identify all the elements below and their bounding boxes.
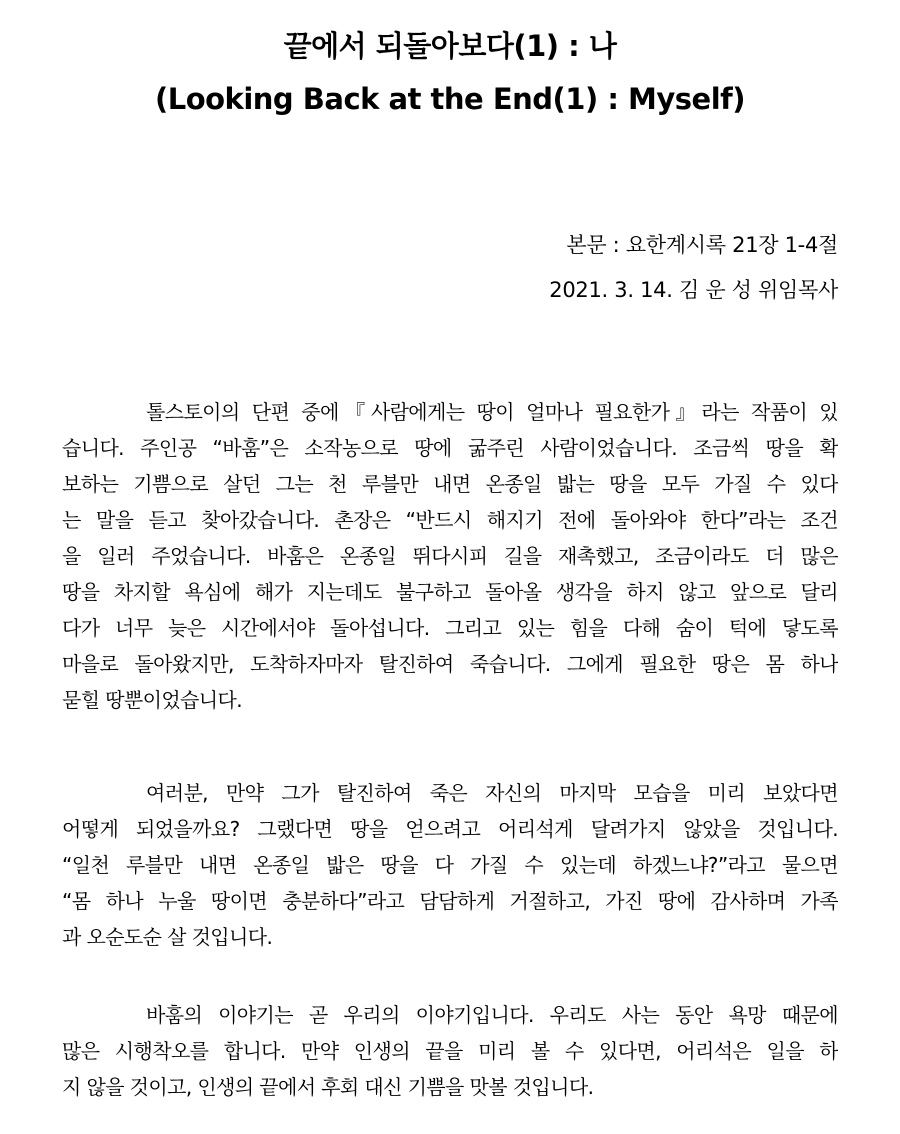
text-line: 습니다. 주인공 “바훔”은 소작농으로 땅에 굶주린 사람이었습니다. 조금씩 땅을 확 [62,436,838,460]
paragraph-2 [62,775,838,955]
text-line: 다가 너무 늦은 시간에서야 돌아섭니다. 그리고 있는 힘을 다해 숨이 턱에 닿도록 [62,616,838,640]
text-line: 마을로 돌아왔지만, 도착하자마자 탈진하여 죽습니다. 그에게 필요한 땅은 몸 하나 [62,652,838,676]
text-line: 과 오순도순 살 것입니다. [62,925,273,949]
text-line: 톨스토이의 단편 중에『사람에게는 땅이 얼마나 필요한가』라는 작품이 있 [146,400,838,424]
text-line: 어떻게 되었을까요? 그랬다면 땅을 얻으려고 어리석게 달려가지 않았을 것입니다. [62,817,838,841]
paragraph-1 [62,394,838,718]
text-line: “몸 하나 누울 땅이면 충분하다”라고 담담하게 거절하고, 가진 땅에 감사하며 가족 [62,889,838,913]
text-line: “일천 루블만 내면 온종일 밟은 땅을 다 가질 수 있는데 하겠느냐?”라고 물으면 [62,853,838,877]
paragraph-3 [62,997,838,1105]
title-english: (Looking Back at the End(1) : Myself) [154,82,746,116]
text-line: 을 일러 주었습니다. 바훔은 온종일 뛰다시피 길을 재촉했고, 조금이라도 더 많은 [62,544,838,568]
text-line: 땅을 차지할 욕심에 해가 지는데도 불구하고 돌아올 생각을 하지 않고 앞으로 달리 [62,580,838,604]
text-line: 묻힐 땅뿐이었습니다. [62,688,242,712]
title-korean: 끝에서 되돌아보다(1) : 나 [283,29,617,63]
scripture-reference: 본문 : 요한계시록 21장 1-4절 [566,233,838,257]
text-line: 보하는 기쁨으로 살던 그는 천 루블만 내면 온종일 밟는 땅을 모두 가질 수 있다 [62,472,838,496]
text-line: 여러분, 만약 그가 탈진하여 죽은 자신의 마지막 모습을 미리 보았다면 [146,781,838,805]
text-line: 바훔의 이야기는 곧 우리의 이야기입니다. 우리도 사는 동안 욕망 때문에 [146,1003,838,1027]
text-line: 많은 시행착오를 합니다. 만약 인생의 끝을 미리 볼 수 있다면, 어리석은 일을 하 [62,1039,838,1063]
date-and-author: 2021. 3. 14. 김 운 성 위임목사 [549,278,838,302]
text-line: 지 않을 것이고, 인생의 끝에서 후회 대신 기쁨을 맛볼 것입니다. [62,1075,594,1099]
text-line: 는 말을 듣고 찾아갔습니다. 촌장은 “반드시 해지기 전에 돌아와야 한다”라는 조건 [62,508,838,532]
